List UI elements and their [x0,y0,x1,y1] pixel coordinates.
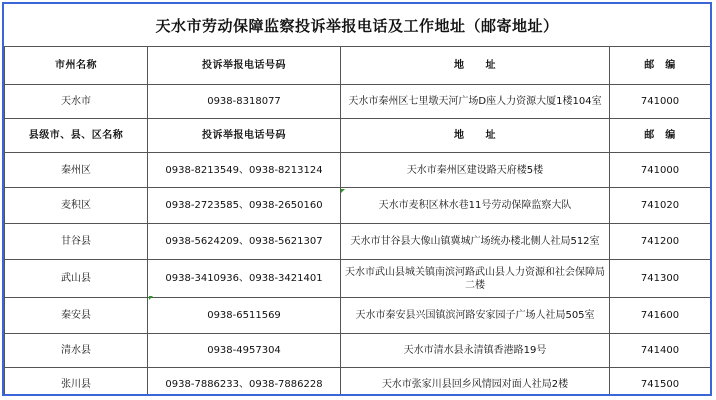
table-frame [2,2,712,396]
county-postcode: 741500 [610,368,711,397]
city-name: 天水市 [5,85,148,119]
header-name: 县级市、县、区名称 [5,119,148,153]
contact-table [4,46,711,396]
county-address: 天水市甘谷县大像山镇冀城广场统办楼北侧人社局512室 [341,224,610,260]
county-phone: 0938-7886233、0938-7886228 [148,368,341,397]
county-address: 天水市秦安县兴国镇滨河路安家园子广场人社局505室 [341,298,610,334]
county-header-row [5,119,711,153]
header-postcode: 邮 编 [610,119,711,153]
county-postcode: 741300 [610,260,711,298]
county-address: 天水市清水县永清镇香港路19号 [341,334,610,368]
header-postcode: 邮 编 [610,47,711,85]
header-address: 地 址 [341,47,610,85]
county-name: 清水县 [5,334,148,368]
county-phone: 0938-5624209、0938-5621307 [148,224,341,260]
county-address: 天水市麦积区林水巷11号劳动保障监察大队 [341,188,610,224]
city-row [5,85,711,119]
header-phone: 投诉举报电话号码 [148,47,341,85]
header-name: 市州名称 [5,47,148,85]
county-postcode: 741000 [610,153,711,188]
table-row [5,334,711,368]
header-phone: 投诉举报电话号码 [148,119,341,153]
county-phone: 0938-2723585、0938-2650160 [148,188,341,224]
county-phone: 0938-3410936、0938-3421401 [148,260,341,298]
county-phone: 0938-8213549、0938-8213124 [148,153,341,188]
county-address: 天水市武山县城关镇南滨河路武山县人力资源和社会保障局二楼 [341,260,610,298]
header-address: 地 址 [341,119,610,153]
table-row [5,368,711,397]
county-name: 麦积区 [5,188,148,224]
cell-note-marker [341,189,345,193]
table-row [5,260,711,298]
county-postcode: 741200 [610,224,711,260]
table-row [5,224,711,260]
county-postcode: 741600 [610,298,711,334]
city-phone: 0938-8318077 [148,85,341,119]
county-postcode: 741020 [610,188,711,224]
county-name: 张川县 [5,368,148,397]
table-row [5,153,711,188]
page-title: 天水市劳动保障监察投诉举报电话及工作地址（邮寄地址） [4,4,710,47]
county-address: 天水市秦州区建设路天府楼5楼 [341,153,610,188]
table-row [5,298,711,334]
county-name: 秦州区 [5,153,148,188]
city-address: 天水市秦州区七里墩天河广场D座人力资源大厦1楼104室 [341,85,610,119]
county-address: 天水市张家川县回乡风情园对面人社局2楼 [341,368,610,397]
table-row [5,188,711,224]
city-header-row [5,47,711,85]
cell-note-marker [149,296,153,300]
county-phone: 0938-4957304 [148,334,341,368]
city-postcode: 741000 [610,85,711,119]
county-postcode: 741400 [610,334,711,368]
county-phone: 0938-6511569 [148,298,341,334]
county-name: 甘谷县 [5,224,148,260]
county-name: 武山县 [5,260,148,298]
county-name: 秦安县 [5,298,148,334]
